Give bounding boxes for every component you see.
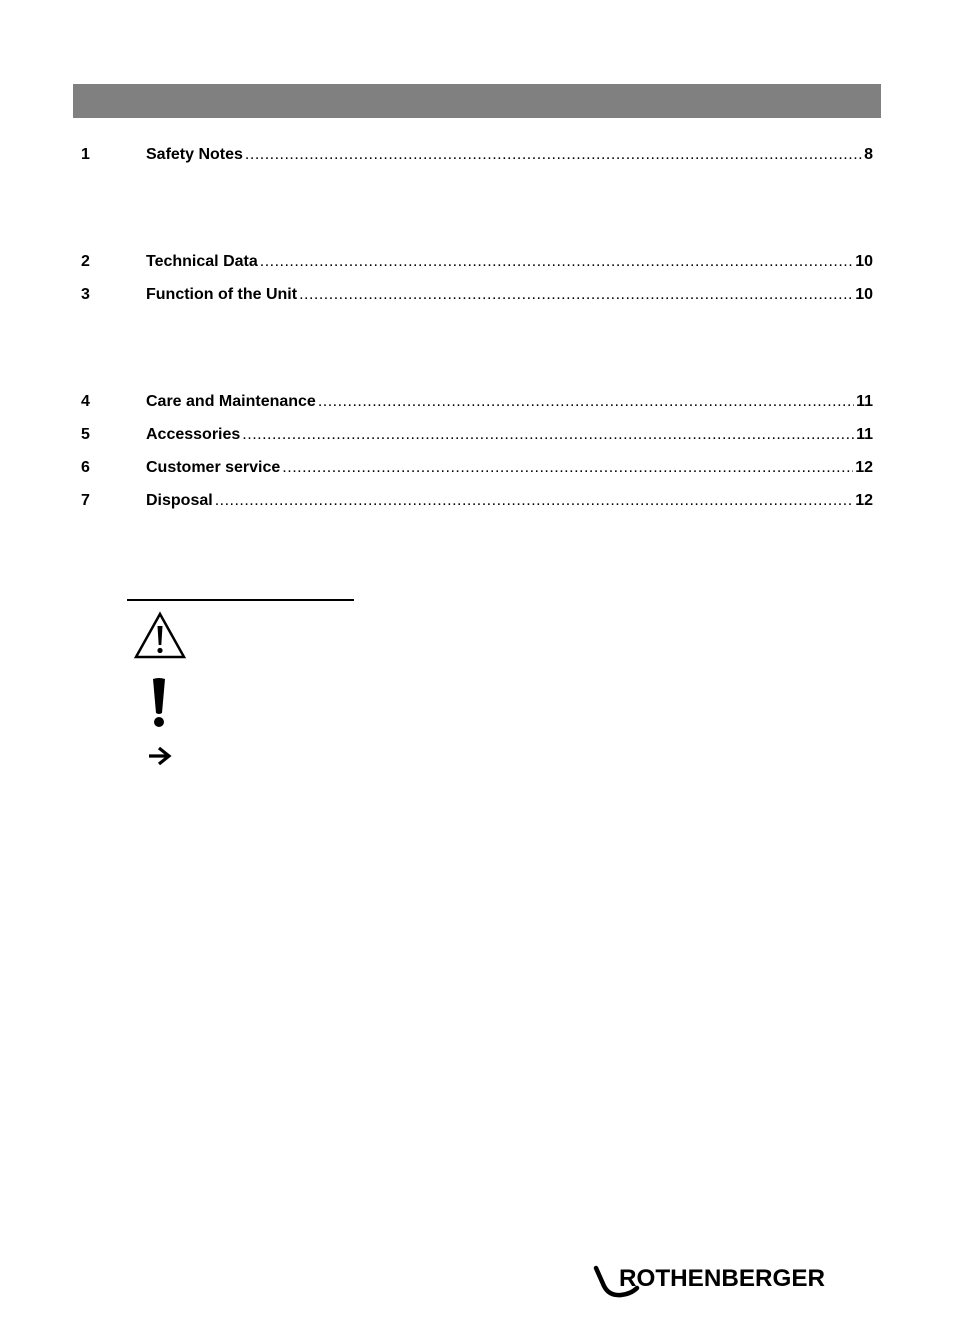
toc-page-number: 11 xyxy=(856,393,873,410)
toc-number: 5 xyxy=(81,426,90,443)
warning-triangle-icon xyxy=(133,611,187,659)
toc-leader-dots xyxy=(318,391,854,413)
header-bar xyxy=(73,84,881,118)
arrow-right-icon xyxy=(147,745,173,767)
toc-entry-accessories[interactable] xyxy=(81,424,873,446)
toc-entry-function-of-the-unit[interactable] xyxy=(81,284,873,306)
toc-leader-dots xyxy=(260,251,853,273)
toc-page-number: 12 xyxy=(855,492,873,509)
toc-title: Accessories xyxy=(146,426,241,443)
toc-title: Function of the Unit xyxy=(146,286,298,303)
logo-wordmark: ROTHENBERGER xyxy=(619,1265,825,1292)
toc-page-number: 12 xyxy=(855,459,873,476)
toc-entry-disposal[interactable] xyxy=(81,490,873,512)
toc-page-number: 10 xyxy=(855,286,873,303)
toc-entry-technical-data[interactable] xyxy=(81,251,873,273)
rothenberger-logo xyxy=(593,1262,833,1302)
exclamation-icon xyxy=(148,677,170,729)
toc-number: 2 xyxy=(81,253,90,270)
toc-number: 7 xyxy=(81,492,90,509)
toc-leader-dots xyxy=(245,144,862,166)
toc-title: Customer service xyxy=(146,459,281,476)
toc-number: 6 xyxy=(81,459,90,476)
toc-leader-dots xyxy=(282,457,853,479)
toc-entry-care-and-maintenance[interactable] xyxy=(81,391,873,413)
toc-title: Disposal xyxy=(146,492,213,509)
toc-page-number: 8 xyxy=(864,146,873,163)
toc-number: 1 xyxy=(81,146,90,163)
toc-leader-dots xyxy=(242,424,854,446)
toc-leader-dots xyxy=(299,284,853,306)
toc-title: Care and Maintenance xyxy=(146,393,316,410)
toc-number: 3 xyxy=(81,286,90,303)
toc-page-number: 10 xyxy=(855,253,873,270)
symbols-heading-underline xyxy=(127,599,354,601)
toc-title: Technical Data xyxy=(146,253,258,270)
toc-title: Safety Notes xyxy=(146,146,243,163)
toc-page-number: 11 xyxy=(856,426,873,443)
toc-entry-safety-notes[interactable] xyxy=(81,144,873,166)
toc-number: 4 xyxy=(81,393,90,410)
toc-entry-customer-service[interactable] xyxy=(81,457,873,479)
toc-leader-dots xyxy=(215,490,854,512)
